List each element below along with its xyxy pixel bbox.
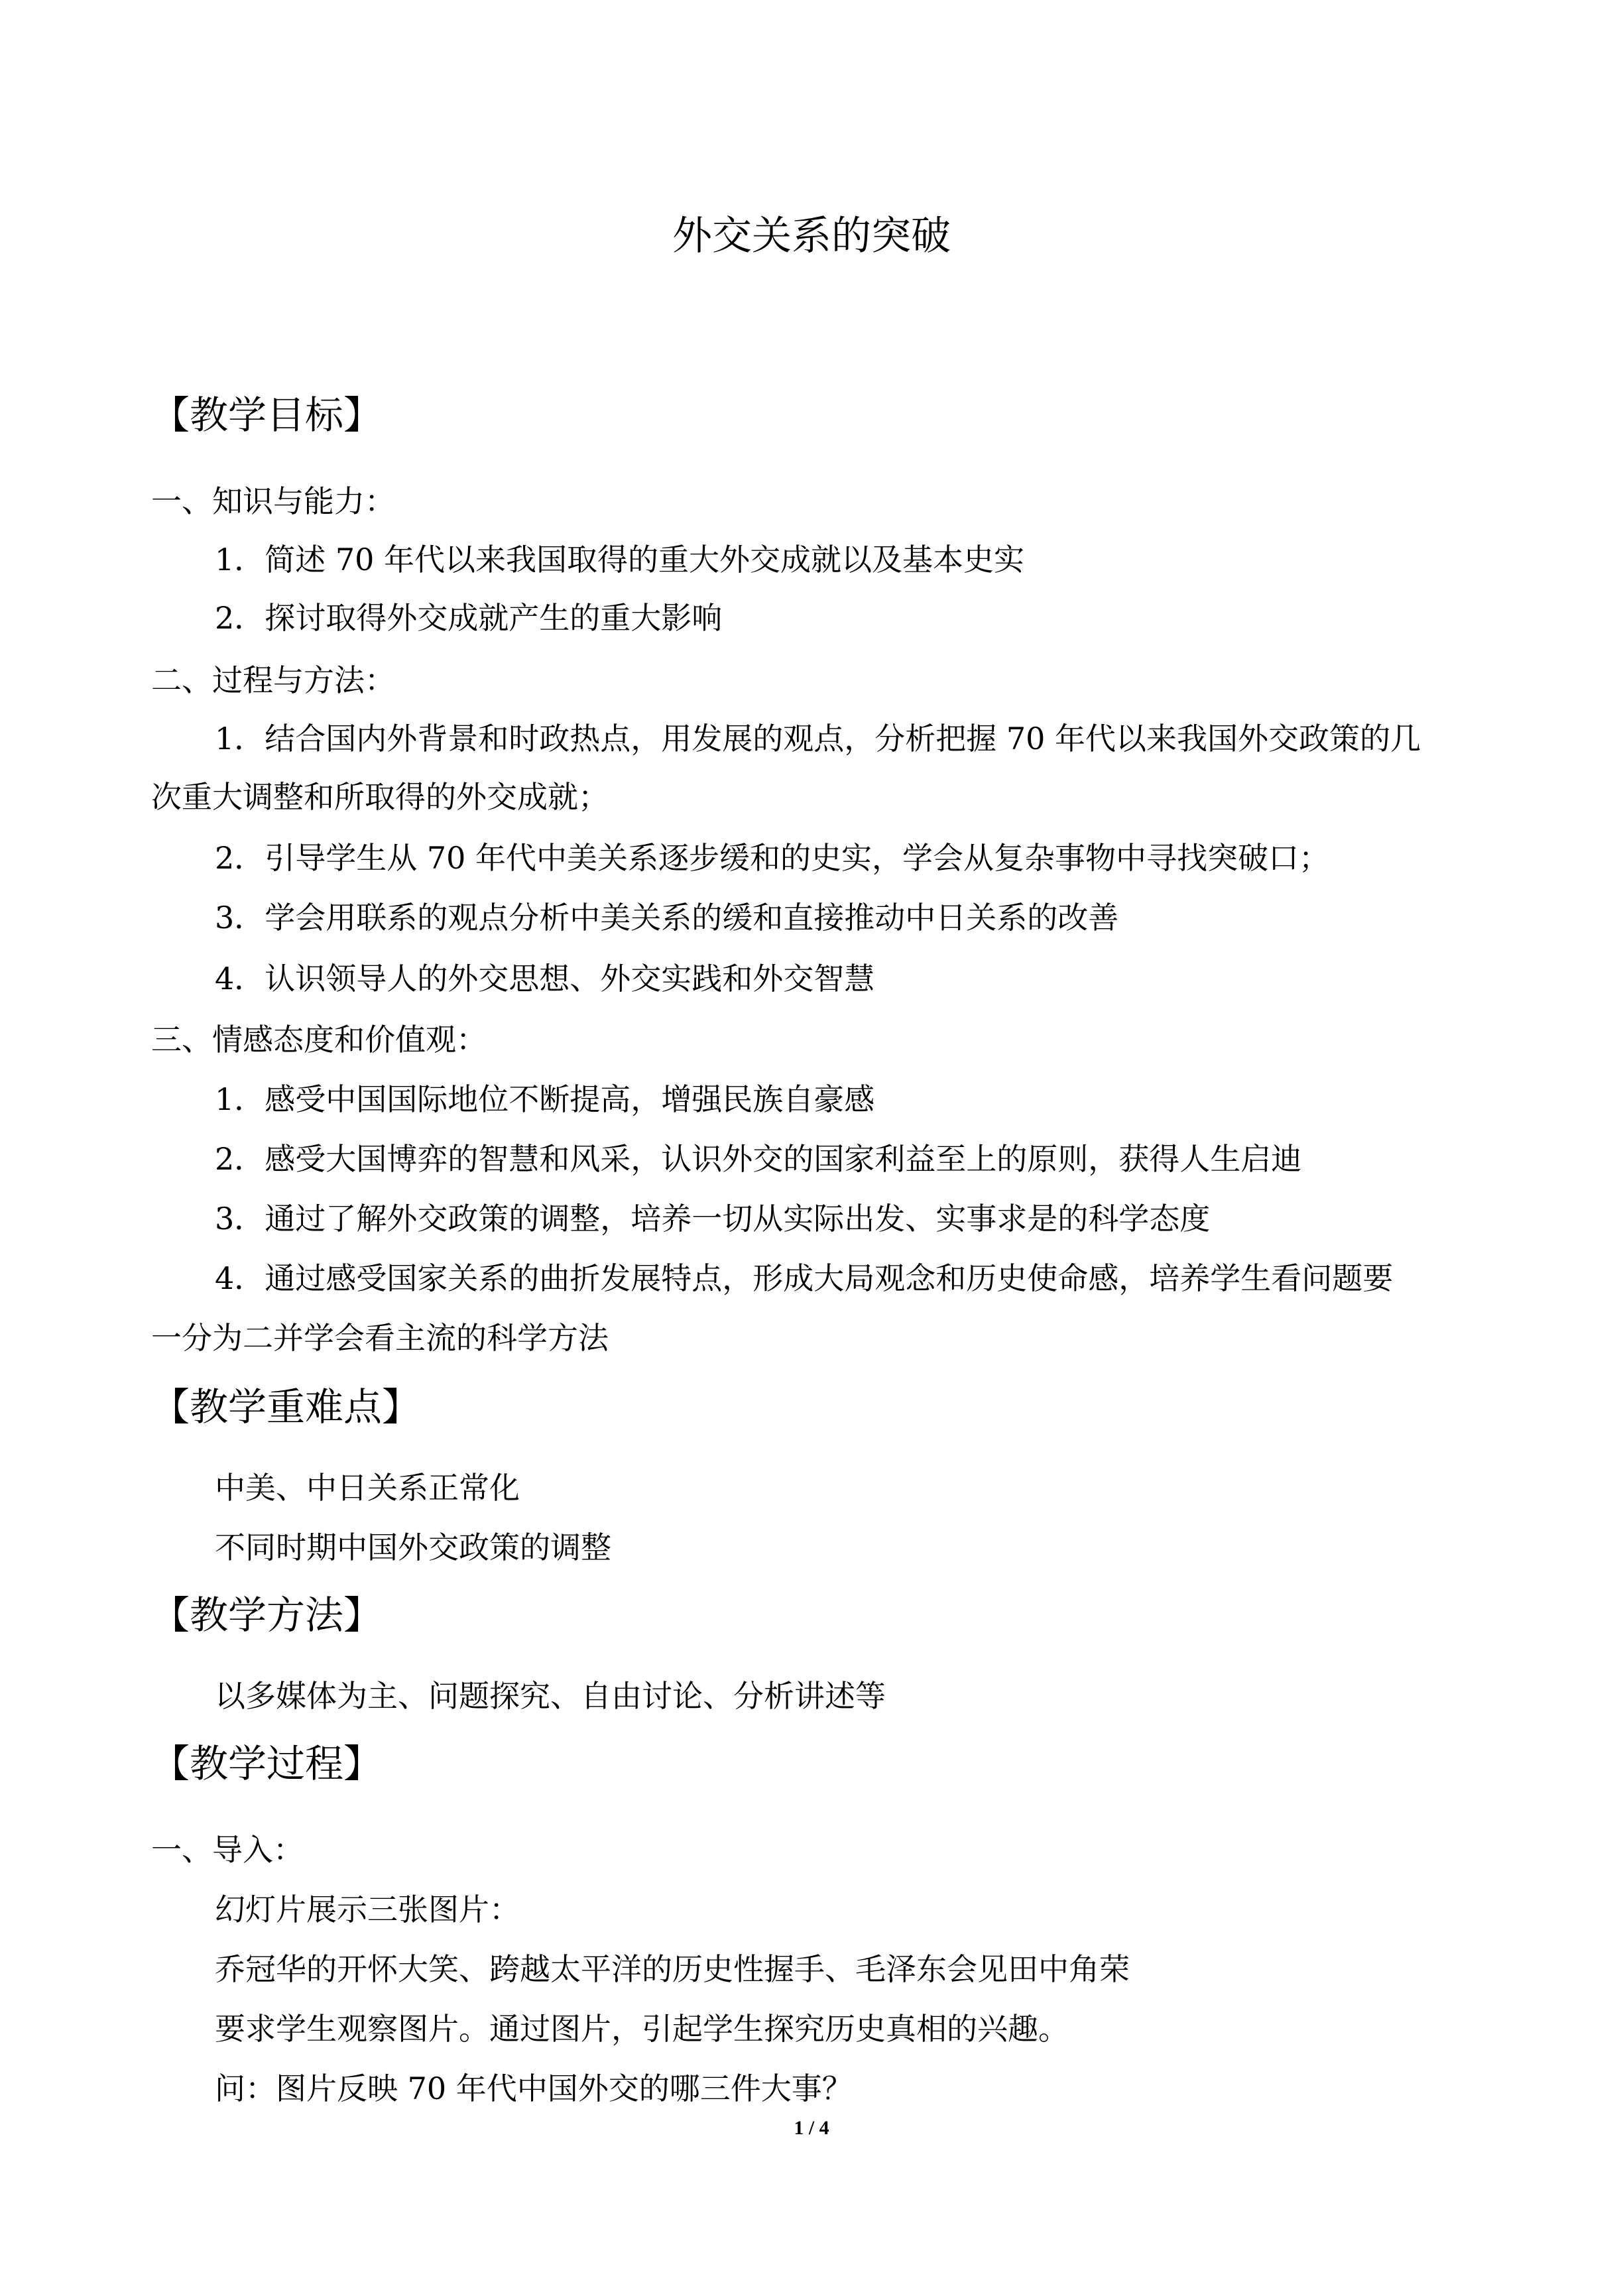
page-number: 1 / 4 (794, 2117, 829, 2139)
goals-part3-item: 3．通过了解外交政策的调整，培养一切从实际出发、实事求是的科学态度 (215, 1201, 1211, 1237)
goals-part2-label: 二、过程与方法： (151, 662, 395, 698)
keypoints-item: 不同时期中国外交政策的调整 (215, 1530, 611, 1565)
goals-part2-item: 1．结合国内外背景和时政热点，用发展的观点，分析把握 70 年代以来我国外交政策的几 (215, 721, 1421, 756)
goals-part2-item: 2．引导学生从 70 年代中美关系逐步缓和的史实，学会从复杂事物中寻找突破口； (215, 840, 1330, 876)
section-heading-goals: 【教学目标】 (151, 393, 383, 438)
goals-part3-label: 三、情感态度和价值观： (151, 1022, 487, 1057)
process-part1-item: 乔冠华的开怀大笑、跨越太平洋的历史性握手、毛泽东会见田中角荣 (215, 1951, 1130, 1987)
keypoints-item: 中美、中日关系正常化 (215, 1470, 520, 1506)
goals-part1-item: 1．简述 70 年代以来我国取得的重大外交成就以及基本史实 (215, 542, 1025, 577)
goals-part2-item: 4．认识领导人的外交思想、外交实践和外交智慧 (215, 961, 875, 997)
section-heading-methods: 【教学方法】 (151, 1593, 383, 1638)
goals-part2-item-continued: 次重大调整和所取得的外交成就； (151, 779, 609, 815)
goals-part3-item-continued: 一分为二并学会看主流的科学方法 (151, 1320, 609, 1356)
document-title: 外交关系的突破 (672, 213, 951, 259)
goals-part3-item: 4．通过感受国家关系的曲折发展特点，形成大局观念和历史使命感，培养学生看问题要 (215, 1260, 1394, 1296)
goals-part3-item: 2．感受大国博弈的智慧和风采，认识外交的国家利益至上的原则，获得人生启迪 (215, 1141, 1302, 1177)
process-part1-label: 一、导入： (151, 1832, 304, 1868)
goals-part1-item: 2．探讨取得外交成就产生的重大影响 (215, 600, 723, 636)
process-part1-item: 问：图片反映 70 年代中国外交的哪三件大事？ (215, 2071, 853, 2106)
section-heading-keypoints: 【教学重难点】 (151, 1384, 421, 1429)
process-part1-item: 幻灯片展示三张图片： (215, 1892, 520, 1927)
goals-part1-label: 一、知识与能力： (151, 483, 395, 519)
goals-part2-item: 3．学会用联系的观点分析中美关系的缓和直接推动中日关系的改善 (215, 900, 1119, 936)
process-part1-item: 要求学生观察图片。通过图片，引起学生探究历史真相的兴趣。 (215, 2011, 1069, 2047)
section-heading-process: 【教学过程】 (151, 1741, 383, 1786)
methods-item: 以多媒体为主、问题探究、自由讨论、分析讲述等 (215, 1678, 886, 1714)
goals-part3-item: 1．感受中国国际地位不断提高，增强民族自豪感 (215, 1081, 875, 1117)
